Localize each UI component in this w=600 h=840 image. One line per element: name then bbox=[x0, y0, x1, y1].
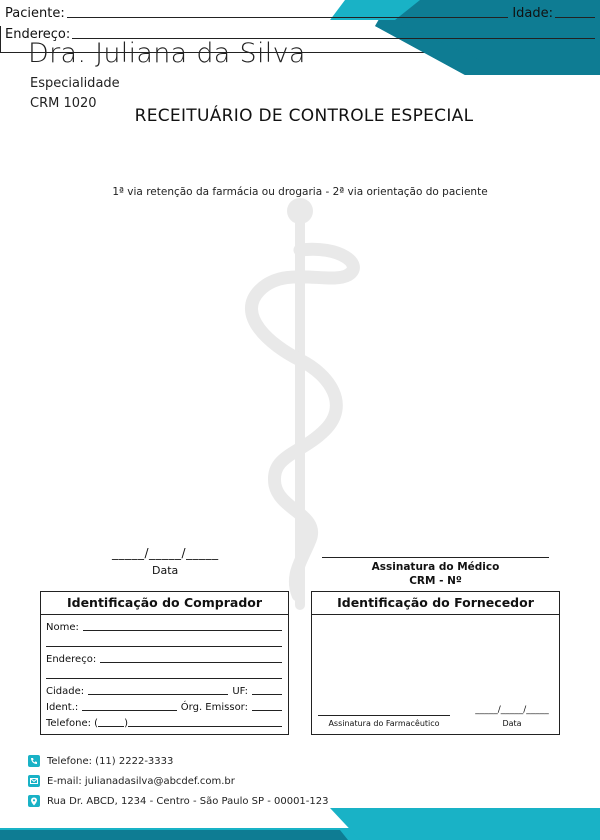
buyer-address-label: Endereço: bbox=[46, 654, 97, 665]
age-field[interactable] bbox=[555, 5, 595, 18]
buyer-box bbox=[40, 591, 289, 735]
crm-label: CRM 1020 bbox=[30, 96, 97, 111]
patient-label: Paciente: bbox=[5, 6, 65, 21]
buyer-name-row bbox=[46, 620, 282, 633]
rod-of-asclepius-watermark bbox=[230, 195, 370, 615]
doctor-signature-text: Assinatura do Médico bbox=[371, 561, 500, 573]
buyer-address-field[interactable] bbox=[100, 652, 282, 663]
buyer-uf-field[interactable] bbox=[252, 684, 282, 695]
supplier-box bbox=[311, 591, 560, 735]
specialty-label: Especialidade bbox=[30, 76, 120, 91]
buyer-address-row bbox=[46, 652, 282, 665]
supplier-date-label: Data bbox=[502, 719, 522, 728]
doctor-signature-line[interactable] bbox=[322, 557, 549, 558]
vias-note: 1ª via retenção da farmácia ou drogaria - 2ª via orientação do paciente bbox=[112, 186, 488, 198]
buyer-phone-row bbox=[46, 716, 282, 729]
buyer-name-row-2 bbox=[46, 636, 282, 649]
buyer-name-field-2[interactable] bbox=[46, 636, 282, 647]
contact-email bbox=[28, 775, 235, 787]
contact-phone bbox=[28, 755, 173, 767]
doctor-signature-label bbox=[322, 560, 549, 588]
buyer-address-row-2 bbox=[46, 668, 282, 681]
pharmacist-signature-label: Assinatura do Farmacêutico bbox=[328, 719, 440, 728]
form-title: RECEITUÁRIO DE CONTROLE ESPECIAL bbox=[134, 106, 474, 126]
address-field[interactable] bbox=[72, 26, 595, 39]
buyer-city-field[interactable] bbox=[88, 684, 228, 695]
location-pin-icon bbox=[28, 795, 40, 807]
buyer-name-label: Nome: bbox=[46, 622, 79, 633]
contact-address-text: Rua Dr. ABCD, 1234 - Centro - São Paulo SP - 00001-123 bbox=[47, 795, 329, 807]
buyer-name-field[interactable] bbox=[83, 620, 282, 631]
buyer-ident-row bbox=[46, 700, 282, 713]
buyer-city-row bbox=[46, 684, 282, 697]
patient-name-field[interactable] bbox=[67, 5, 509, 18]
buyer-phone-close: ) bbox=[124, 718, 128, 729]
supplier-date-field[interactable]: _____/_____/_____ bbox=[475, 705, 549, 715]
buyer-address-field-2[interactable] bbox=[46, 668, 282, 679]
buyer-phone-label: Telefone: ( bbox=[46, 718, 99, 729]
contact-address bbox=[28, 795, 329, 807]
age-label: Idade: bbox=[512, 6, 553, 21]
pharmacist-signature-line[interactable] bbox=[318, 715, 450, 716]
buyer-ident-field[interactable] bbox=[82, 700, 177, 711]
contact-phone-text: Telefone: (11) 2222-3333 bbox=[47, 755, 174, 767]
crm-number-label: CRM - Nº bbox=[409, 575, 462, 587]
address-label: Endereço: bbox=[5, 27, 71, 42]
phone-icon bbox=[28, 755, 40, 767]
doctor-name: Dra. Juliana da Silva bbox=[28, 38, 306, 69]
buyer-title: Identificação do Comprador bbox=[41, 592, 288, 615]
email-icon bbox=[28, 775, 40, 787]
supplier-title: Identificação do Fornecedor bbox=[312, 592, 559, 615]
buyer-issuer-label: Órg. Emissor: bbox=[180, 702, 248, 713]
date-field[interactable]: _____/_____/_____ bbox=[112, 546, 219, 560]
patient-row bbox=[5, 5, 595, 21]
buyer-city-label: Cidade: bbox=[46, 686, 85, 697]
buyer-phone-field[interactable] bbox=[128, 716, 282, 727]
contact-email-text[interactable]: E-mail: julianadasilva@abcdef.com.br bbox=[47, 775, 235, 787]
buyer-phone-area-field[interactable] bbox=[98, 716, 124, 727]
buyer-uf-label: UF: bbox=[232, 686, 248, 697]
address-row bbox=[5, 26, 595, 42]
buyer-ident-label: Ident.: bbox=[46, 702, 79, 713]
date-label: Data bbox=[152, 564, 179, 577]
buyer-issuer-field[interactable] bbox=[252, 700, 282, 711]
footer-decoration bbox=[0, 808, 600, 840]
